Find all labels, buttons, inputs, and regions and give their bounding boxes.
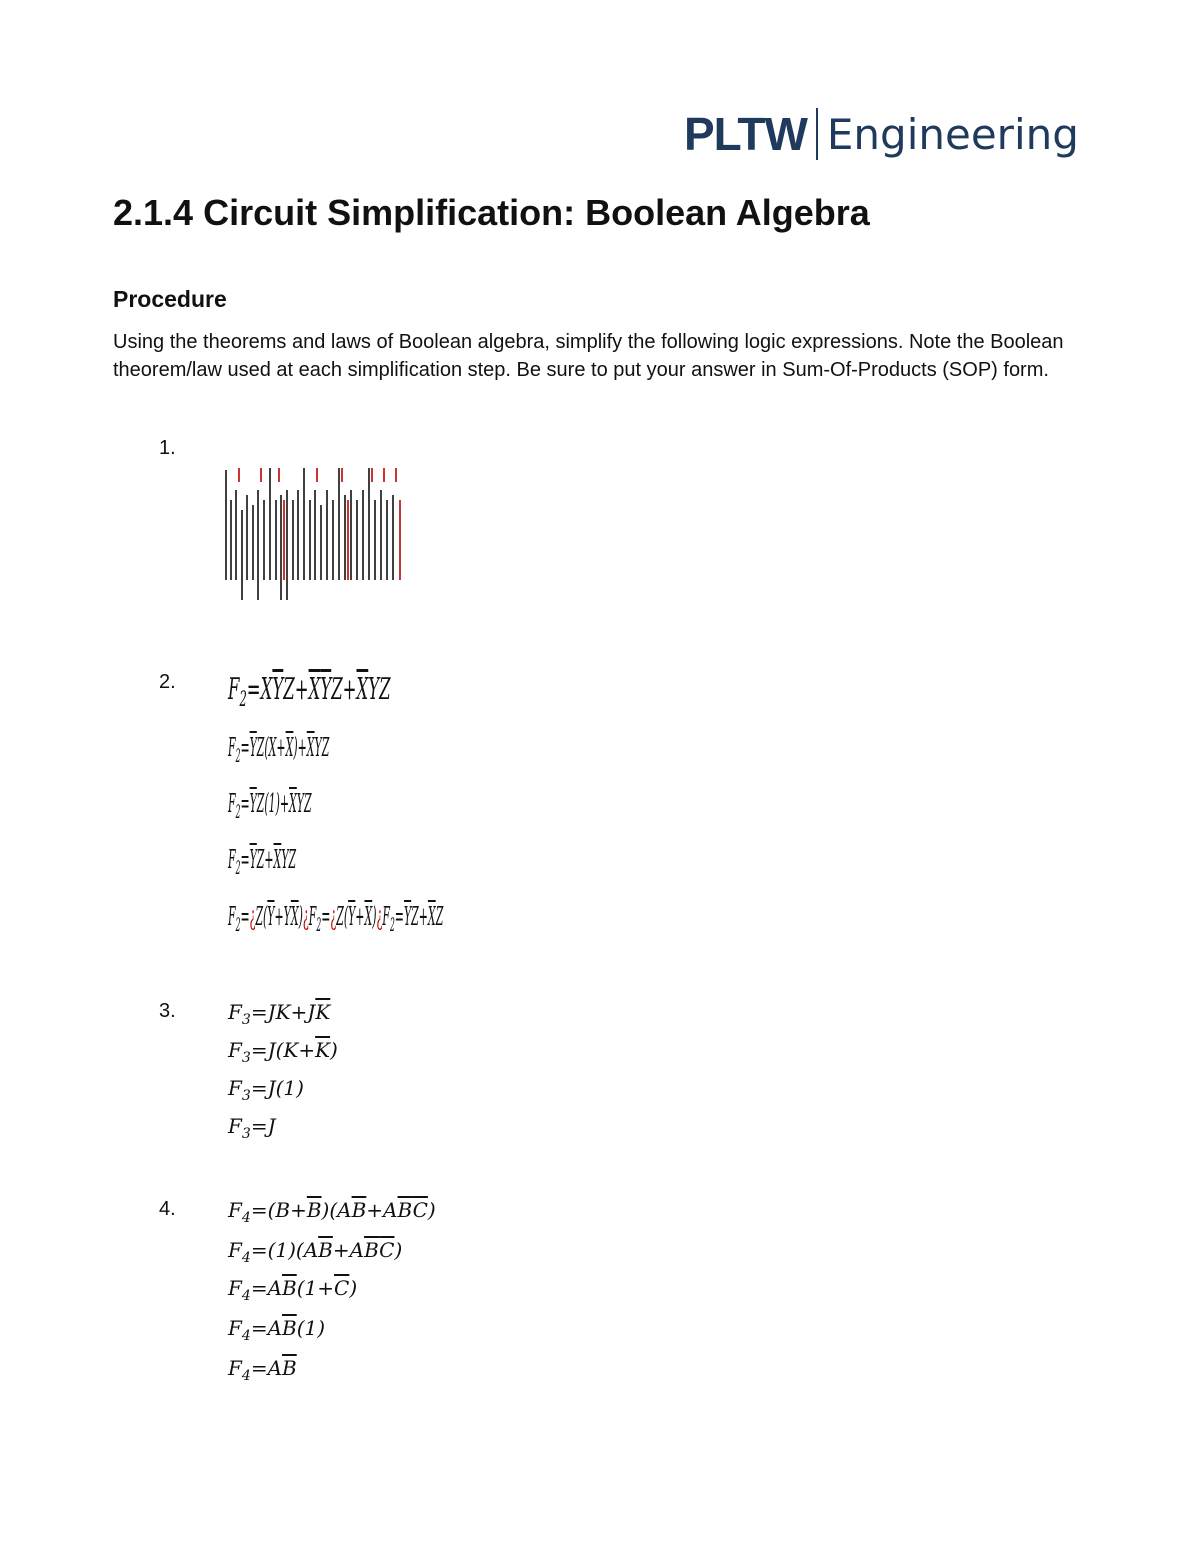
problem-4-line-1: $F_4=(B+\overline{B})(A\overline{B}+A\overline{B}\overline{C})$	[228, 1198, 436, 1226]
problem-2-line-5: $F_2=¿Z(\overline{Y}+Y\overline{X})¿F_2=¿Z(\overline{Y}+\overline{X})¿F_2=\overline{Y}Z+\overline{X}Z$	[228, 902, 444, 937]
problem-2-line-2: $F_2=\overline{Y}Z(X+\overline{X})+\overline{X}YZ$	[228, 733, 330, 768]
problem-2-line-3: $F_2=\overline{Y}Z(1)+\overline{X}YZ$	[228, 789, 312, 824]
problem-4-line-5: $F_4=A\overline{B}$	[228, 1356, 297, 1384]
problem-3-line-2: $F_3=J(K+\overline{K})$	[228, 1038, 338, 1066]
problem-2-line-4: $F_2=\overline{Y}Z+\overline{X}YZ$	[228, 845, 297, 880]
problem-4-line-4: $F_4=A\overline{B}(1)$	[228, 1316, 326, 1344]
problem-4-line-2: $F_4=(1)(A\overline{B}+A\overline{B}\overline{C})$	[228, 1238, 403, 1266]
section-heading: Procedure	[113, 286, 227, 312]
page-title: 2.1.4 Circuit Simplification: Boolean Algebra	[113, 192, 870, 233]
logo-brand: PLTW	[684, 108, 807, 160]
problem-1-garbled-equation-image	[222, 460, 407, 610]
problem-2-number: 2.	[159, 671, 176, 693]
problem-3-line-3: $F_3=J(1)$	[228, 1076, 304, 1104]
problem-4-number: 4.	[159, 1198, 176, 1220]
problem-2-line-1: $F_2=X\overline{Y}Z+\overline{X}\overline{Y}Z+\overline{X}YZ$	[228, 672, 391, 711]
problem-4-line-3: $F_4=A\overline{B}(1+\overline{C})$	[228, 1276, 358, 1304]
problem-3-line-1: $F_3=JK+J\overline{K}$	[228, 1000, 331, 1028]
pltw-engineering-logo	[684, 104, 1079, 164]
problem-3-number: 3.	[159, 1000, 176, 1022]
problem-3-line-4: $F_3=J$	[228, 1114, 276, 1142]
problem-1-number: 1.	[159, 437, 176, 459]
logo-word: Engineering	[826, 109, 1079, 159]
logo-divider	[816, 108, 818, 160]
intro-paragraph: Using the theorems and laws of Boolean algebra, simplify the following logic expressions. Note the Boolean theorem/law used at each simplification step. Be sure to put your answer in Sum-Of-Products (SOP) form.	[113, 331, 1064, 381]
